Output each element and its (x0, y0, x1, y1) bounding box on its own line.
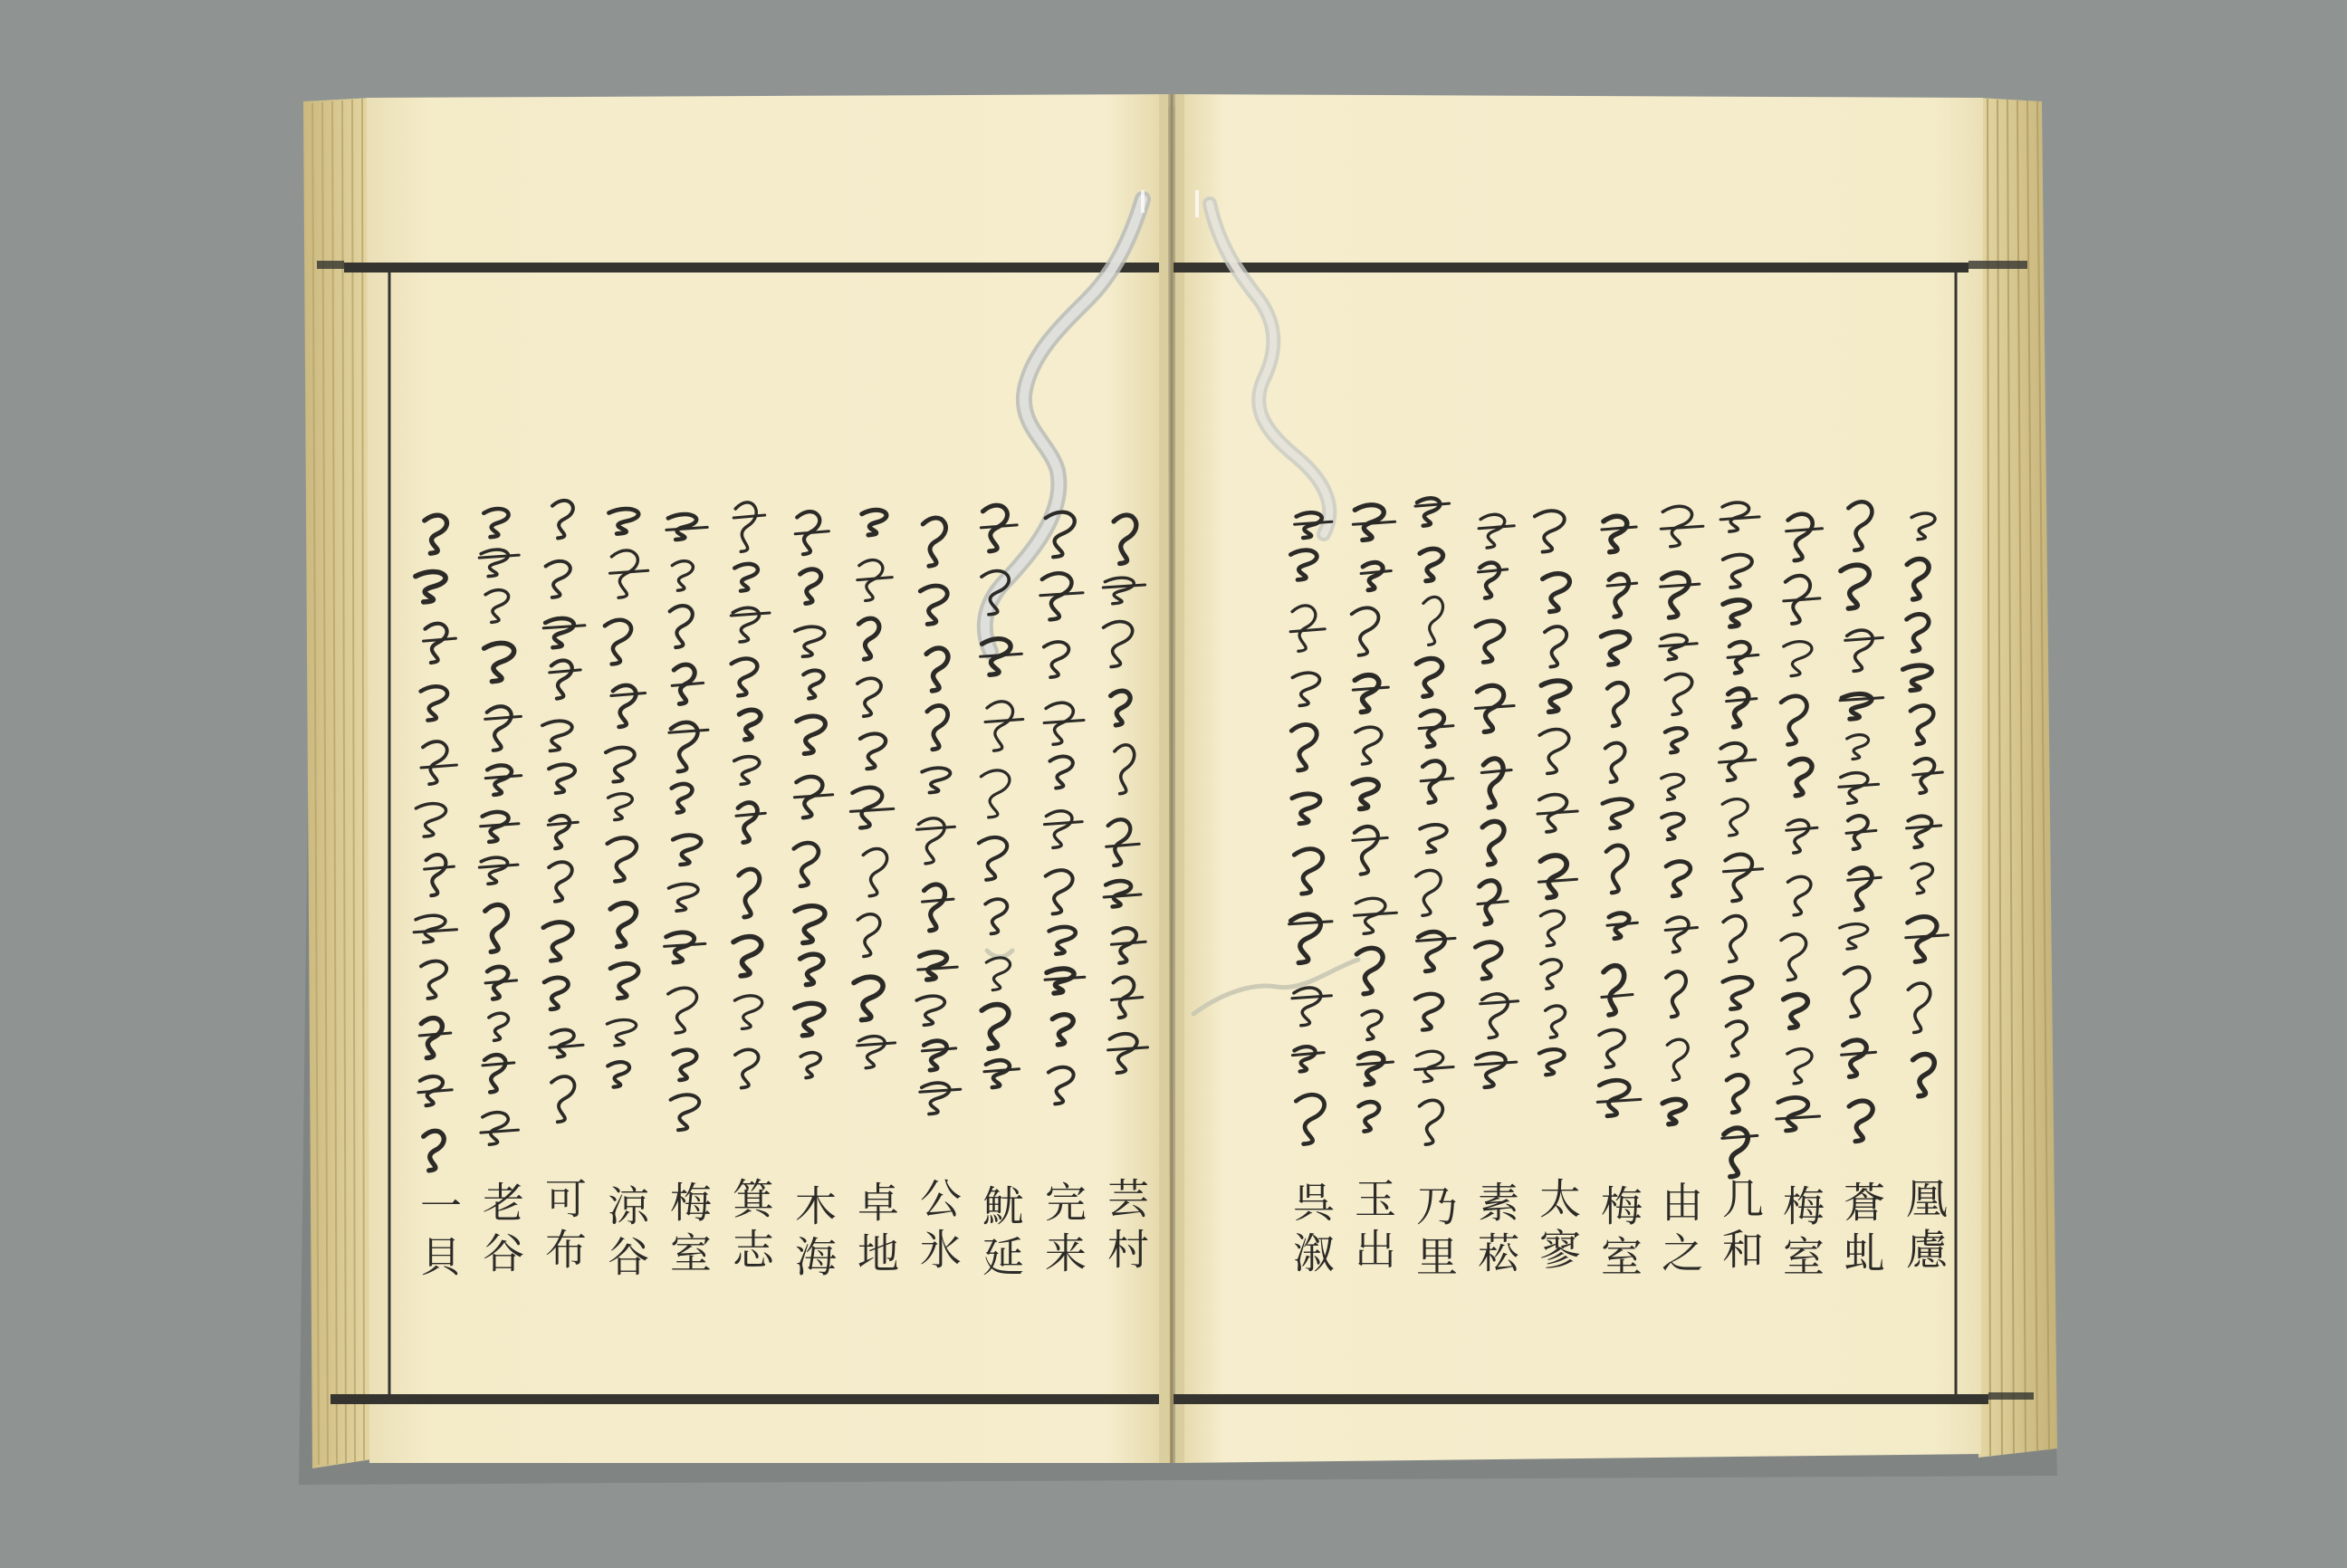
author-name: 一貝 (414, 1184, 463, 1286)
author-name: 木海 (789, 1184, 838, 1286)
author-name: 完来 (1039, 1181, 1087, 1282)
left-page-edges (303, 98, 371, 1468)
author-name: 呉溆 (1287, 1181, 1336, 1282)
author-name: 几和 (1716, 1177, 1765, 1278)
author-name: 素菘 (1471, 1181, 1520, 1282)
author-name: 芸村 (1101, 1177, 1150, 1278)
author-name: 乃里 (1410, 1184, 1459, 1286)
author-name: 梅室 (1777, 1184, 1825, 1286)
author-name: 卓地 (851, 1181, 900, 1282)
author-name: 箕志 (726, 1177, 775, 1278)
author-name: 可布 (539, 1177, 588, 1278)
author-name: 凰慮 (1900, 1177, 1949, 1278)
author-name: 涼谷 (601, 1184, 650, 1286)
author-name: 蒼虬 (1837, 1181, 1886, 1282)
author-name: 老谷 (476, 1181, 525, 1282)
author-name: 梅室 (1595, 1184, 1643, 1286)
author-name: 玉出 (1348, 1177, 1397, 1278)
author-name: 由之 (1655, 1181, 1704, 1282)
author-name: 公氷 (914, 1177, 963, 1278)
right-page-edges (1978, 98, 2057, 1458)
author-name: 梅室 (664, 1181, 713, 1282)
author-name: 魷延 (976, 1184, 1025, 1286)
author-name: 太寥 (1533, 1177, 1582, 1278)
